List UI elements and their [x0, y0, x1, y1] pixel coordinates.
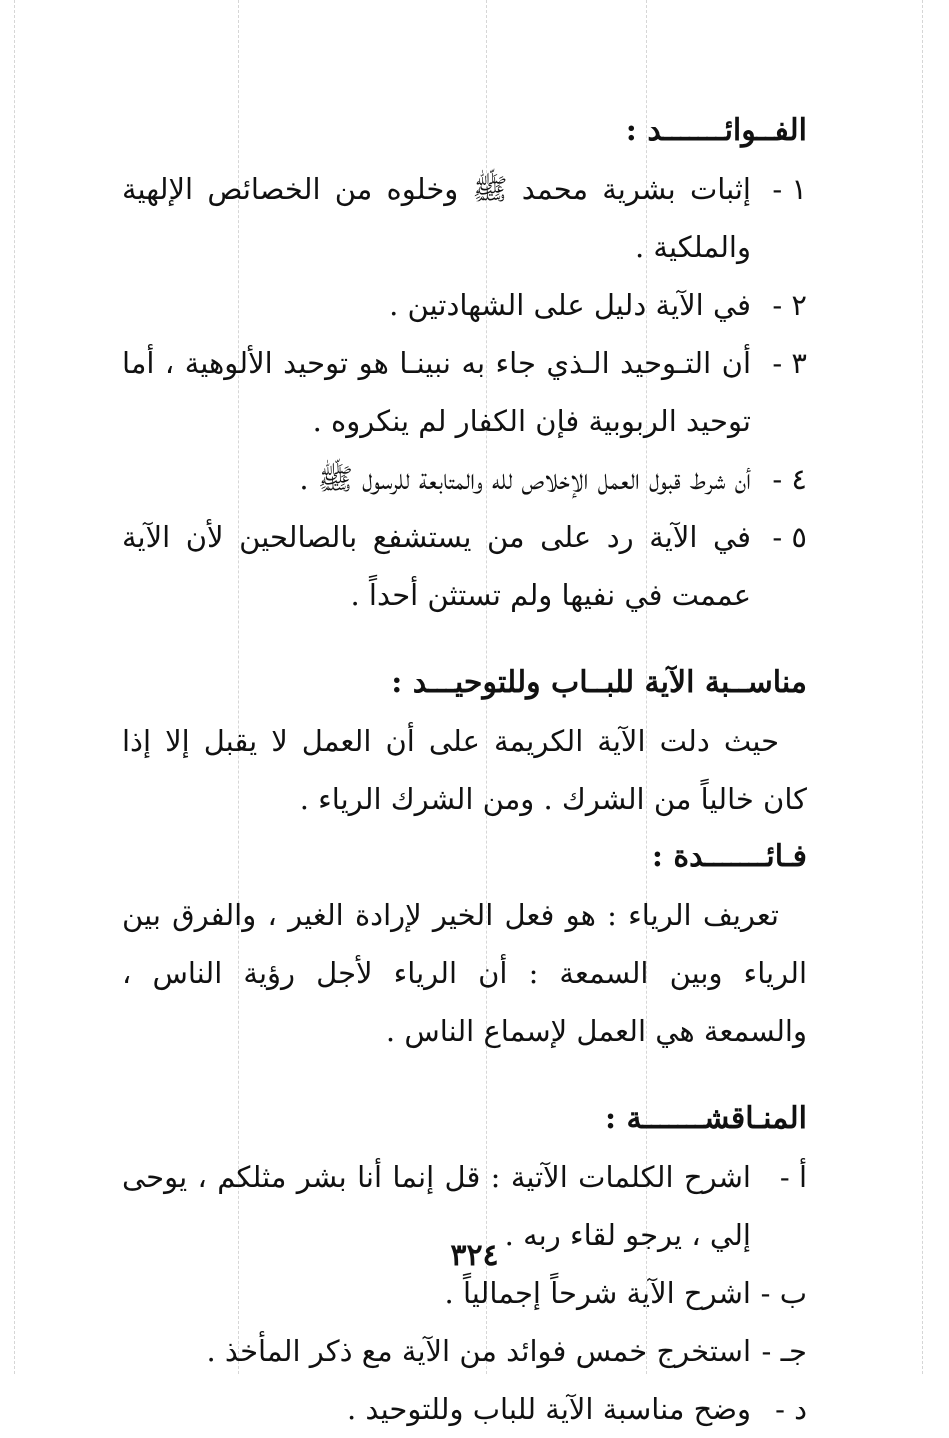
item-letter: ب - [760, 1276, 807, 1310]
scan-guide-line [922, 0, 923, 1374]
item-text: في الآية دليل على الشهادتين . [389, 288, 751, 322]
note-paragraph: تعريف الرياء : هو فعل الخير لإرادة الغير ، والفرق بين الرياء وبين السمعة : أن الرياء لأجل رؤية الناس ، والسمعة هي العمل لإسماع الناس . [122, 898, 807, 1048]
item-text: أن شرط قبول العمل الإخلاص لله والمتابعة للرسول ﷺ . [299, 462, 751, 496]
discussion-heading: المنـاقشـــــــة : [604, 1101, 807, 1136]
discussion-item [122, 1380, 807, 1438]
item-text: اشرح الكلمات الآتية : قل إنما أنا بشر مثلكم ، يوحى إلي ، يرجو لقاء ربه . [122, 1160, 751, 1252]
benefits-heading: الفــوائـــــــد : [625, 113, 807, 148]
item-number: ١ - [772, 172, 807, 206]
item-text: إثبات بشرية محمد ﷺ وخلوه من الخصائص الإلهية والملكية . [122, 172, 751, 264]
benefit-item [122, 160, 807, 276]
item-text: استخرج خمس فوائد من الآية مع ذكر المأخذ . [206, 1334, 751, 1368]
item-text: وضح مناسبة الآية للباب وللتوحيد . [347, 1392, 751, 1426]
note-heading: فـائـــــــدة : [651, 839, 807, 874]
item-number: ٣ - [772, 346, 807, 380]
item-letter: أ - [779, 1160, 807, 1194]
page-number: ٣٢٤ [450, 1238, 499, 1273]
benefit-item [122, 276, 807, 334]
item-text: في الآية رد على من يستشفع بالصالحين لأن الآية عممت في نفيها ولم تستثن أحداً . [122, 520, 751, 612]
item-text: أن التـوحيد الـذي جاء به نبينـا هو توحيد الألوهية ، أما توحيد الربوبية فإن الكفار لم ينكروه . [122, 346, 751, 438]
discussion-item [122, 1322, 807, 1380]
item-number: ٥ - [772, 520, 807, 554]
item-text: اشرح الآية شرحاً إجمالياً . [444, 1276, 751, 1310]
item-number: ٤ - [772, 462, 807, 496]
relevance-paragraph: حيث دلت الآية الكريمة على أن العمل لا يقبل إلا إذا كان خالياً من الشرك . ومن الشرك الرياء . [122, 724, 807, 816]
benefit-item [122, 334, 807, 450]
relevance-heading: مناســبة الآية للبــاب وللتوحيـــد : [391, 665, 807, 700]
item-letter: د - [775, 1392, 807, 1426]
item-number: ٢ - [772, 288, 807, 322]
benefit-item [122, 508, 807, 624]
scan-guide-line [14, 0, 15, 1374]
benefit-item [122, 450, 807, 508]
item-letter: جـ - [761, 1334, 807, 1368]
